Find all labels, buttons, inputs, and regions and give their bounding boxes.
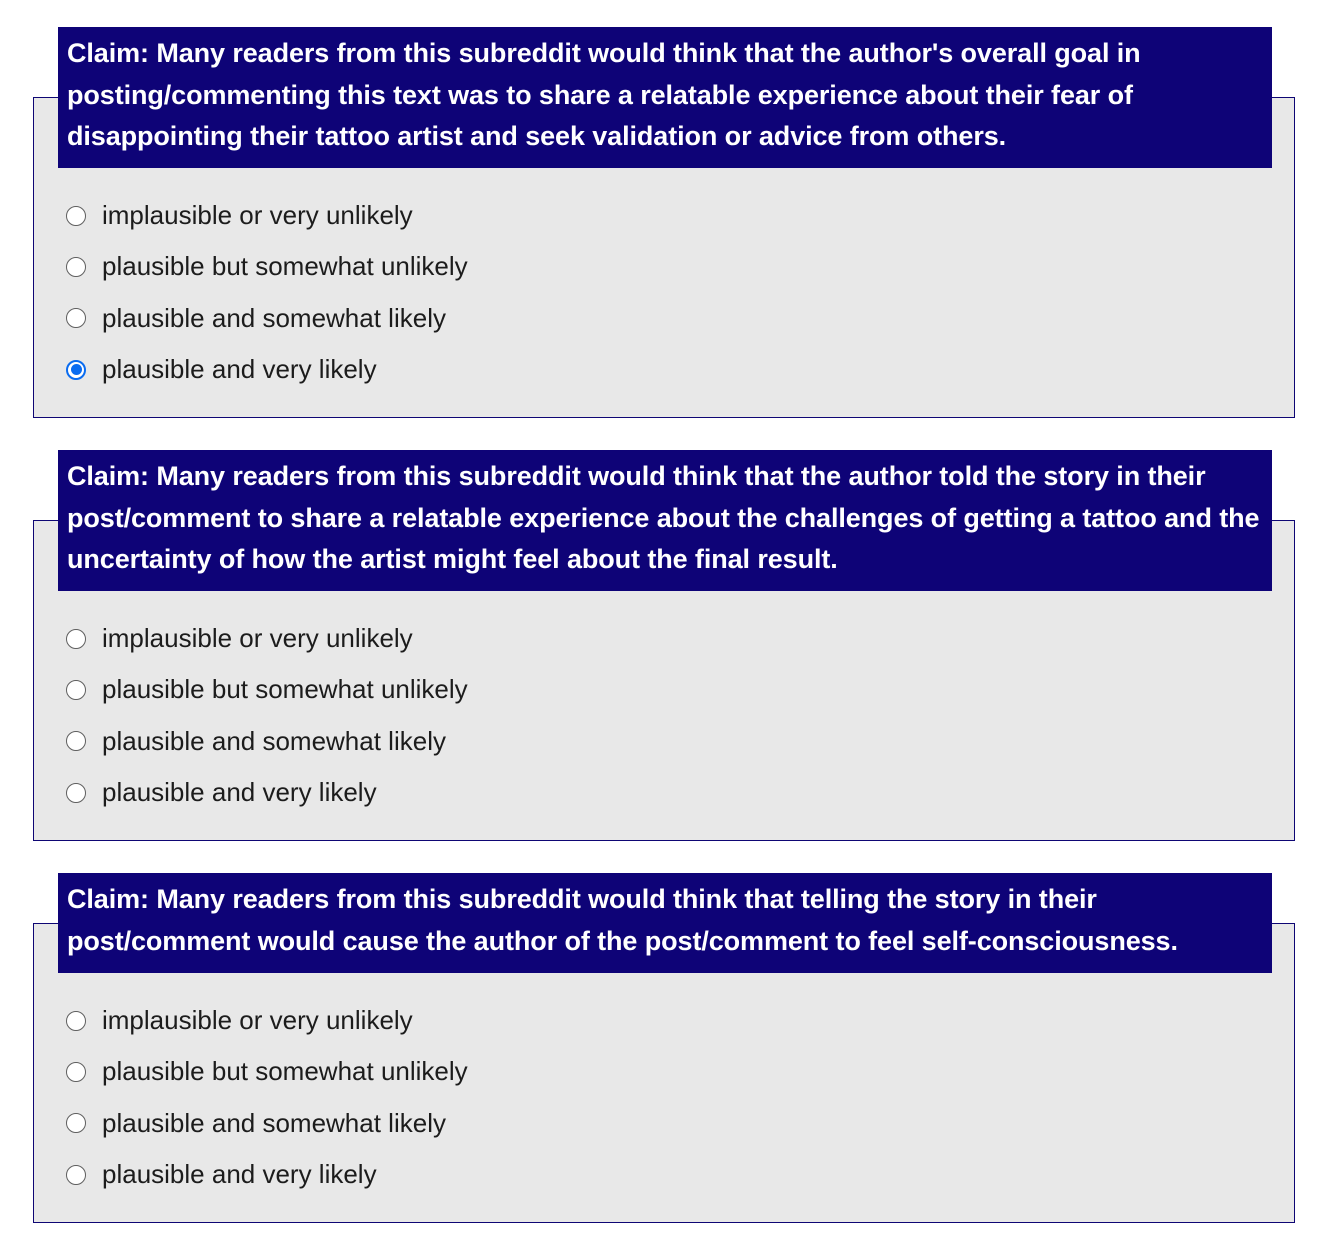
radio-button[interactable] <box>66 680 86 700</box>
radio-button[interactable] <box>66 206 86 226</box>
claim-3-option-1[interactable] <box>64 995 468 1046</box>
option-label: implausible or very unlikely <box>102 200 413 231</box>
radio-button[interactable] <box>66 629 86 649</box>
claim-2-options <box>64 613 468 818</box>
claim-1-option-3[interactable] <box>64 293 468 344</box>
claim-3-option-2[interactable] <box>64 1046 468 1097</box>
claim-1-options <box>64 190 468 395</box>
radio-button[interactable] <box>66 1113 86 1133</box>
claim-1-text: Claim: Many readers from this subreddit would think that the author's overall goal in posting/commenting this text was to share a relatable experience about their fear of disappointing their tattoo artist and seek validation or advice from others. <box>58 27 1272 168</box>
claim-1-option-4[interactable] <box>64 344 468 395</box>
radio-button[interactable] <box>66 257 86 277</box>
claim-3-options <box>64 995 468 1200</box>
radio-button[interactable] <box>66 308 86 328</box>
claim-3-option-3[interactable] <box>64 1098 468 1149</box>
radio-button[interactable] <box>66 1062 86 1082</box>
claim-2-option-1[interactable] <box>64 613 468 664</box>
option-label: plausible but somewhat unlikely <box>102 251 468 282</box>
option-label: plausible and somewhat likely <box>102 725 446 756</box>
option-label: plausible and very likely <box>102 1159 377 1190</box>
claim-1-option-2[interactable] <box>64 241 468 292</box>
radio-button[interactable] <box>66 1011 86 1031</box>
option-label: implausible or very unlikely <box>102 1005 413 1036</box>
claim-2-option-3[interactable] <box>64 716 468 767</box>
claim-1-option-1[interactable] <box>64 190 468 241</box>
claim-2-option-4[interactable] <box>64 767 468 818</box>
radio-button[interactable] <box>66 1165 86 1185</box>
radio-button[interactable] <box>66 360 86 380</box>
option-label: plausible but somewhat unlikely <box>102 674 468 705</box>
claim-3-text: Claim: Many readers from this subreddit would think that telling the story in their post/comment would cause the author of the post/comment to feel self-consciousness. <box>58 873 1272 973</box>
claim-3-option-4[interactable] <box>64 1149 468 1200</box>
option-label: plausible and somewhat likely <box>102 302 446 333</box>
option-label: implausible or very unlikely <box>102 623 413 654</box>
option-label: plausible but somewhat unlikely <box>102 1056 468 1087</box>
radio-button[interactable] <box>66 731 86 751</box>
option-label: plausible and somewhat likely <box>102 1107 446 1138</box>
radio-button[interactable] <box>66 783 86 803</box>
claim-2-text: Claim: Many readers from this subreddit would think that the author told the story in their post/comment to share a relatable experience about the challenges of getting a tattoo and the uncertainty of how the artist might feel about the final result. <box>58 450 1272 591</box>
option-label: plausible and very likely <box>102 354 377 385</box>
option-label: plausible and very likely <box>102 777 377 808</box>
claim-2-option-2[interactable] <box>64 664 468 715</box>
